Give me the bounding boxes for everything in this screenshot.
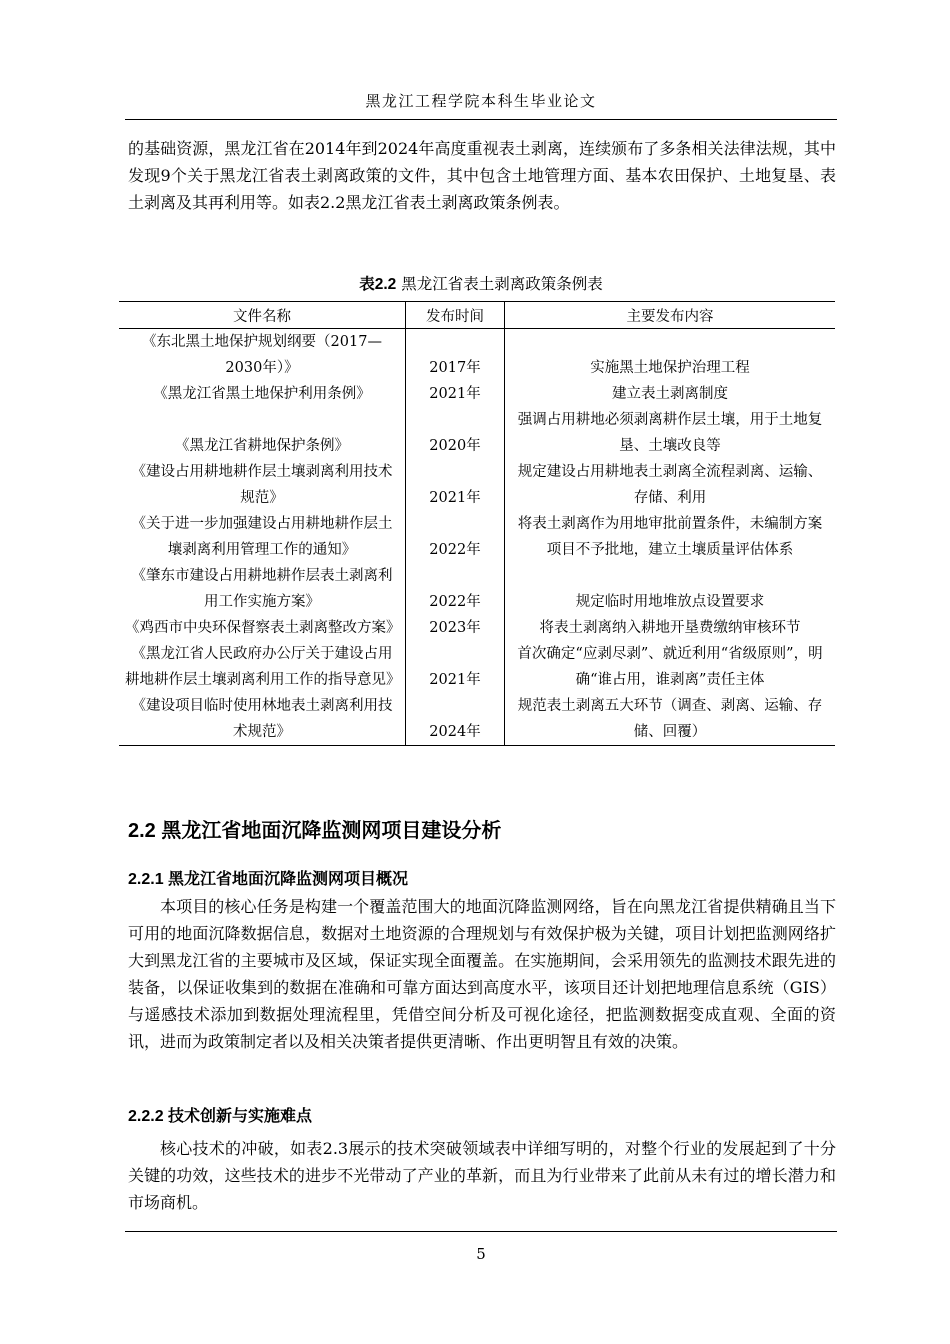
row-main-content: 实施黑土地保护治理工程: [590, 360, 750, 376]
table-row: [119, 641, 835, 693]
technical-innovation-paragraph: 核心技术的冲破，如表2.3展示的技术突破领域表中详细写明的，对整个行业的发展起到了十分关键的功效，这些技术的进步不光带动了产业的革新，而且为行业带来了此前从未有过的增长潜力和市场商机。: [128, 1139, 836, 1212]
row-document-name: 《关于进一步加强建设占用耕地耕作层土壤剥离利用管理工作的通知》: [131, 516, 393, 558]
row-document-name: 《建设项目临时使用林地表土剥离利用技术规范》: [119, 693, 406, 746]
row-document-name: 《建设占用耕地耕作层土壤剥离利用技术规范》: [131, 464, 393, 506]
table-row: [119, 459, 835, 511]
running-header-title: 黑龙江工程学院本科生毕业论文: [365, 92, 597, 110]
header-divider: [125, 119, 837, 120]
row-main-content: 建立表土剥离制度: [612, 386, 728, 402]
row-release-date: 2021年: [406, 381, 505, 407]
row-release-date: 2024年: [406, 693, 505, 746]
row-release-date: 2021年: [406, 641, 505, 693]
table-row: [119, 693, 835, 746]
subsection-heading-project-overview: 2.2.1 黑龙江省地面沉降监测网项目概况: [128, 871, 409, 888]
table-row: [119, 511, 835, 563]
table-row: [119, 615, 835, 641]
row-document-name: 《鸡西市中央环保督察表土剥离整改方案》: [125, 620, 401, 636]
table-row: [119, 329, 835, 382]
row-release-date: 2022年: [406, 563, 505, 615]
header-main-content: 主要发布内容: [505, 302, 836, 329]
section-heading: 2.2 黑龙江省地面沉降监测网项目建设分析: [128, 820, 502, 842]
page-number: 5: [476, 1245, 486, 1263]
intro-paragraph: 的基础资源，黑龙江省在2014年到2024年高度重视表土剥离，连续颁布了多条相关法律法规，其中发现9个关于黑龙江省表土剥离政策的文件，其中包含土地管理方面、基本农田保护、土地复垦、表土剥离及其再利用等。如表2.2黑龙江省表土剥离政策条例表。: [128, 139, 836, 212]
row-document-name: 《黑龙江省耕地保护条例》: [175, 438, 349, 454]
row-document-name: 《东北黑土地保护规划纲要（2017—2030年）》: [142, 334, 382, 376]
table-row: [119, 381, 835, 407]
table-caption: [125, 272, 837, 294]
row-document-name: 《黑龙江省黑土地保护利用条例》: [153, 386, 371, 402]
table-row: [119, 563, 835, 615]
row-main-content: 将表土剥离作为用地审批前置条件，未编制方案项目不予批地，建立土壤质量评估体系: [517, 516, 823, 558]
table-caption-number: 表2.2: [359, 276, 397, 293]
row-main-content: 规范表土剥离五大环节（调查、剥离、运输、存储、回覆）: [505, 693, 836, 746]
row-document-name: 《肇东市建设占用耕地耕作层表土剥离利用工作实施方案》: [131, 568, 393, 610]
row-release-date: 2017年: [406, 329, 505, 382]
row-main-content: 强调占用耕地必须剥离耕作层土壤，用于土地复垦、土壤改良等: [517, 412, 823, 454]
row-release-date: 2020年: [406, 407, 505, 459]
row-main-content: 规定建设占用耕地表土剥离全流程剥离、运输、存储、利用: [517, 464, 823, 506]
row-main-content: 首次确定“应剥尽剥”、就近利用“省级原则”，明确“谁占用，谁剥离”责任主体: [517, 646, 823, 688]
row-main-content: 规定临时用地堆放点设置要求: [575, 594, 765, 610]
row-release-date: 2022年: [406, 511, 505, 563]
row-main-content: 将表土剥离纳入耕地开垦费缴纳审核环节: [539, 620, 801, 636]
table-header-row: [119, 302, 835, 329]
row-document-name: 《黑龙江省人民政府办公厅关于建设占用耕地耕作层土壤剥离利用工作的指导意见》: [125, 646, 401, 688]
footer-divider: [125, 1231, 837, 1232]
subsection-heading-technical-innovation: 2.2.2 技术创新与实施难点: [128, 1108, 313, 1125]
header-document-name: 文件名称: [119, 302, 406, 329]
project-overview-paragraph: 本项目的核心任务是构建一个覆盖范围大的地面沉降监测网络，旨在向黑龙江省提供精确且当下可用的地面沉降数据信息，数据对土地资源的合理规划与有效保护极为关键，项目计划把监测网络扩大到黑龙江省的主要城市及区域，保证实现全面覆盖。在实施期间，会采用领先的监测技术跟先进的装备，以保证收集到的数据在准确和可靠方面达到高度水平，该项目还计划把地理信息系统（GIS）与遥感技术添加到数据处理流程里，凭借空间分析及可视化途径，把监测数据变成直观、全面的资讯，进而为政策制定者以及相关决策者提供更清晰、作出更明智且有效的决策。: [128, 897, 836, 1051]
table-row: [119, 407, 835, 459]
policy-table: [119, 301, 835, 746]
table-caption-title: 黑龙江省表土剥离政策条例表: [401, 275, 603, 293]
row-release-date: 2023年: [406, 615, 505, 641]
row-release-date: 2021年: [406, 459, 505, 511]
header-release-date: 发布时间: [406, 302, 505, 329]
